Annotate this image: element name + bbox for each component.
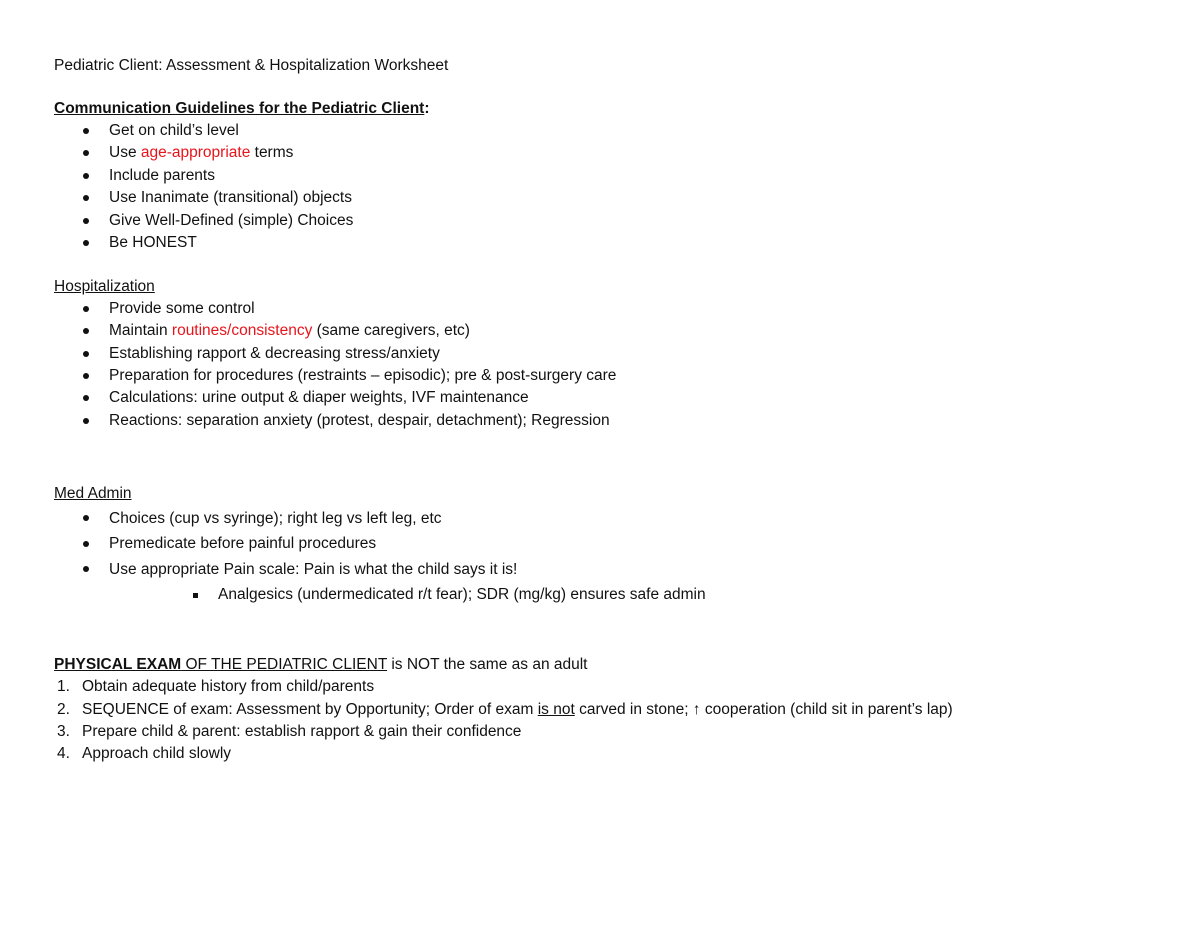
bullet-icon xyxy=(83,240,89,246)
hospitalization-item: Provide some control xyxy=(109,300,255,317)
med-admin-sub-item: Analgesics (undermedicated r/t fear); SDR (mg/kg) ensures safe admin xyxy=(218,586,706,603)
bullet-icon xyxy=(83,351,89,357)
communication-heading xyxy=(54,99,430,119)
hospitalization-heading: Hospitalization xyxy=(54,278,155,295)
med-admin-item: Choices (cup vs syringe); right leg vs left leg, etc xyxy=(109,510,442,527)
item-text-pre: Use xyxy=(109,144,141,161)
bullet-icon xyxy=(83,306,89,312)
list-number: 2. xyxy=(57,701,70,718)
physical-exam-heading-bold: PHYSICAL EXAM xyxy=(54,656,182,673)
communication-heading-colon: : xyxy=(424,100,430,117)
physical-exam-item: Obtain adequate history from child/parents xyxy=(82,678,375,695)
list-number: 4. xyxy=(57,745,70,762)
bullet-icon xyxy=(83,150,89,156)
hospitalization-item: Reactions: separation anxiety (protest, despair, detachment); Regression xyxy=(109,412,610,429)
bullet-icon xyxy=(83,566,89,572)
physical-exam-heading xyxy=(54,655,587,675)
list-number: 1. xyxy=(57,678,70,695)
item-text-underline: is not xyxy=(537,701,575,718)
med-admin-heading: Med Admin xyxy=(54,485,132,502)
physical-exam-heading-tail: is NOT the same as an adult xyxy=(387,656,588,673)
bullet-icon xyxy=(83,128,89,134)
communication-item: Use Inanimate (transitional) objects xyxy=(109,189,352,206)
physical-exam-item xyxy=(82,700,953,720)
physical-exam-item: Prepare child & parent: establish rapport & gain their confidence xyxy=(82,723,522,740)
item-text-pre: Maintain xyxy=(109,322,172,339)
item-text-post: (same caregivers, etc) xyxy=(312,322,470,339)
bullet-icon xyxy=(83,328,89,334)
bullet-icon xyxy=(83,418,89,424)
physical-exam-heading-rest: OF THE PEDIATRIC CLIENT xyxy=(181,656,388,673)
list-number: 3. xyxy=(57,723,70,740)
bullet-icon xyxy=(83,541,89,547)
med-admin-item: Premedicate before painful procedures xyxy=(109,535,377,552)
square-bullet-icon xyxy=(193,593,198,598)
item-text-post: terms xyxy=(250,144,294,161)
communication-item xyxy=(109,143,293,163)
communication-item: Be HONEST xyxy=(109,234,197,251)
item-text-highlight: routines/consistency xyxy=(171,322,313,339)
med-admin-item: Use appropriate Pain scale: Pain is what the child says it is! xyxy=(109,561,518,578)
item-text-highlight: age-appropriate xyxy=(140,144,251,161)
communication-item: Give Well-Defined (simple) Choices xyxy=(109,212,354,229)
document-title: Pediatric Client: Assessment & Hospitalization Worksheet xyxy=(54,57,449,74)
communication-item: Get on child’s level xyxy=(109,122,239,139)
hospitalization-item: Preparation for procedures (restraints – episodic); pre & post-surgery care xyxy=(109,367,617,384)
item-text-post: carved in stone; ↑ cooperation (child sit in parent’s lap) xyxy=(574,701,953,718)
communication-item: Include parents xyxy=(109,167,215,184)
hospitalization-item xyxy=(109,321,470,341)
communication-heading-text: Communication Guidelines for the Pediatric Client xyxy=(54,100,425,117)
hospitalization-item: Establishing rapport & decreasing stress/anxiety xyxy=(109,345,440,362)
bullet-icon xyxy=(83,515,89,521)
item-text-pre: SEQUENCE of exam: Assessment by Opportunity; Order of exam xyxy=(82,701,538,718)
bullet-icon xyxy=(83,173,89,179)
hospitalization-item: Calculations: urine output & diaper weights, IVF maintenance xyxy=(109,389,529,406)
bullet-icon xyxy=(83,218,89,224)
bullet-icon xyxy=(83,373,89,379)
bullet-icon xyxy=(83,195,89,201)
bullet-icon xyxy=(83,395,89,401)
physical-exam-item: Approach child slowly xyxy=(82,745,232,762)
